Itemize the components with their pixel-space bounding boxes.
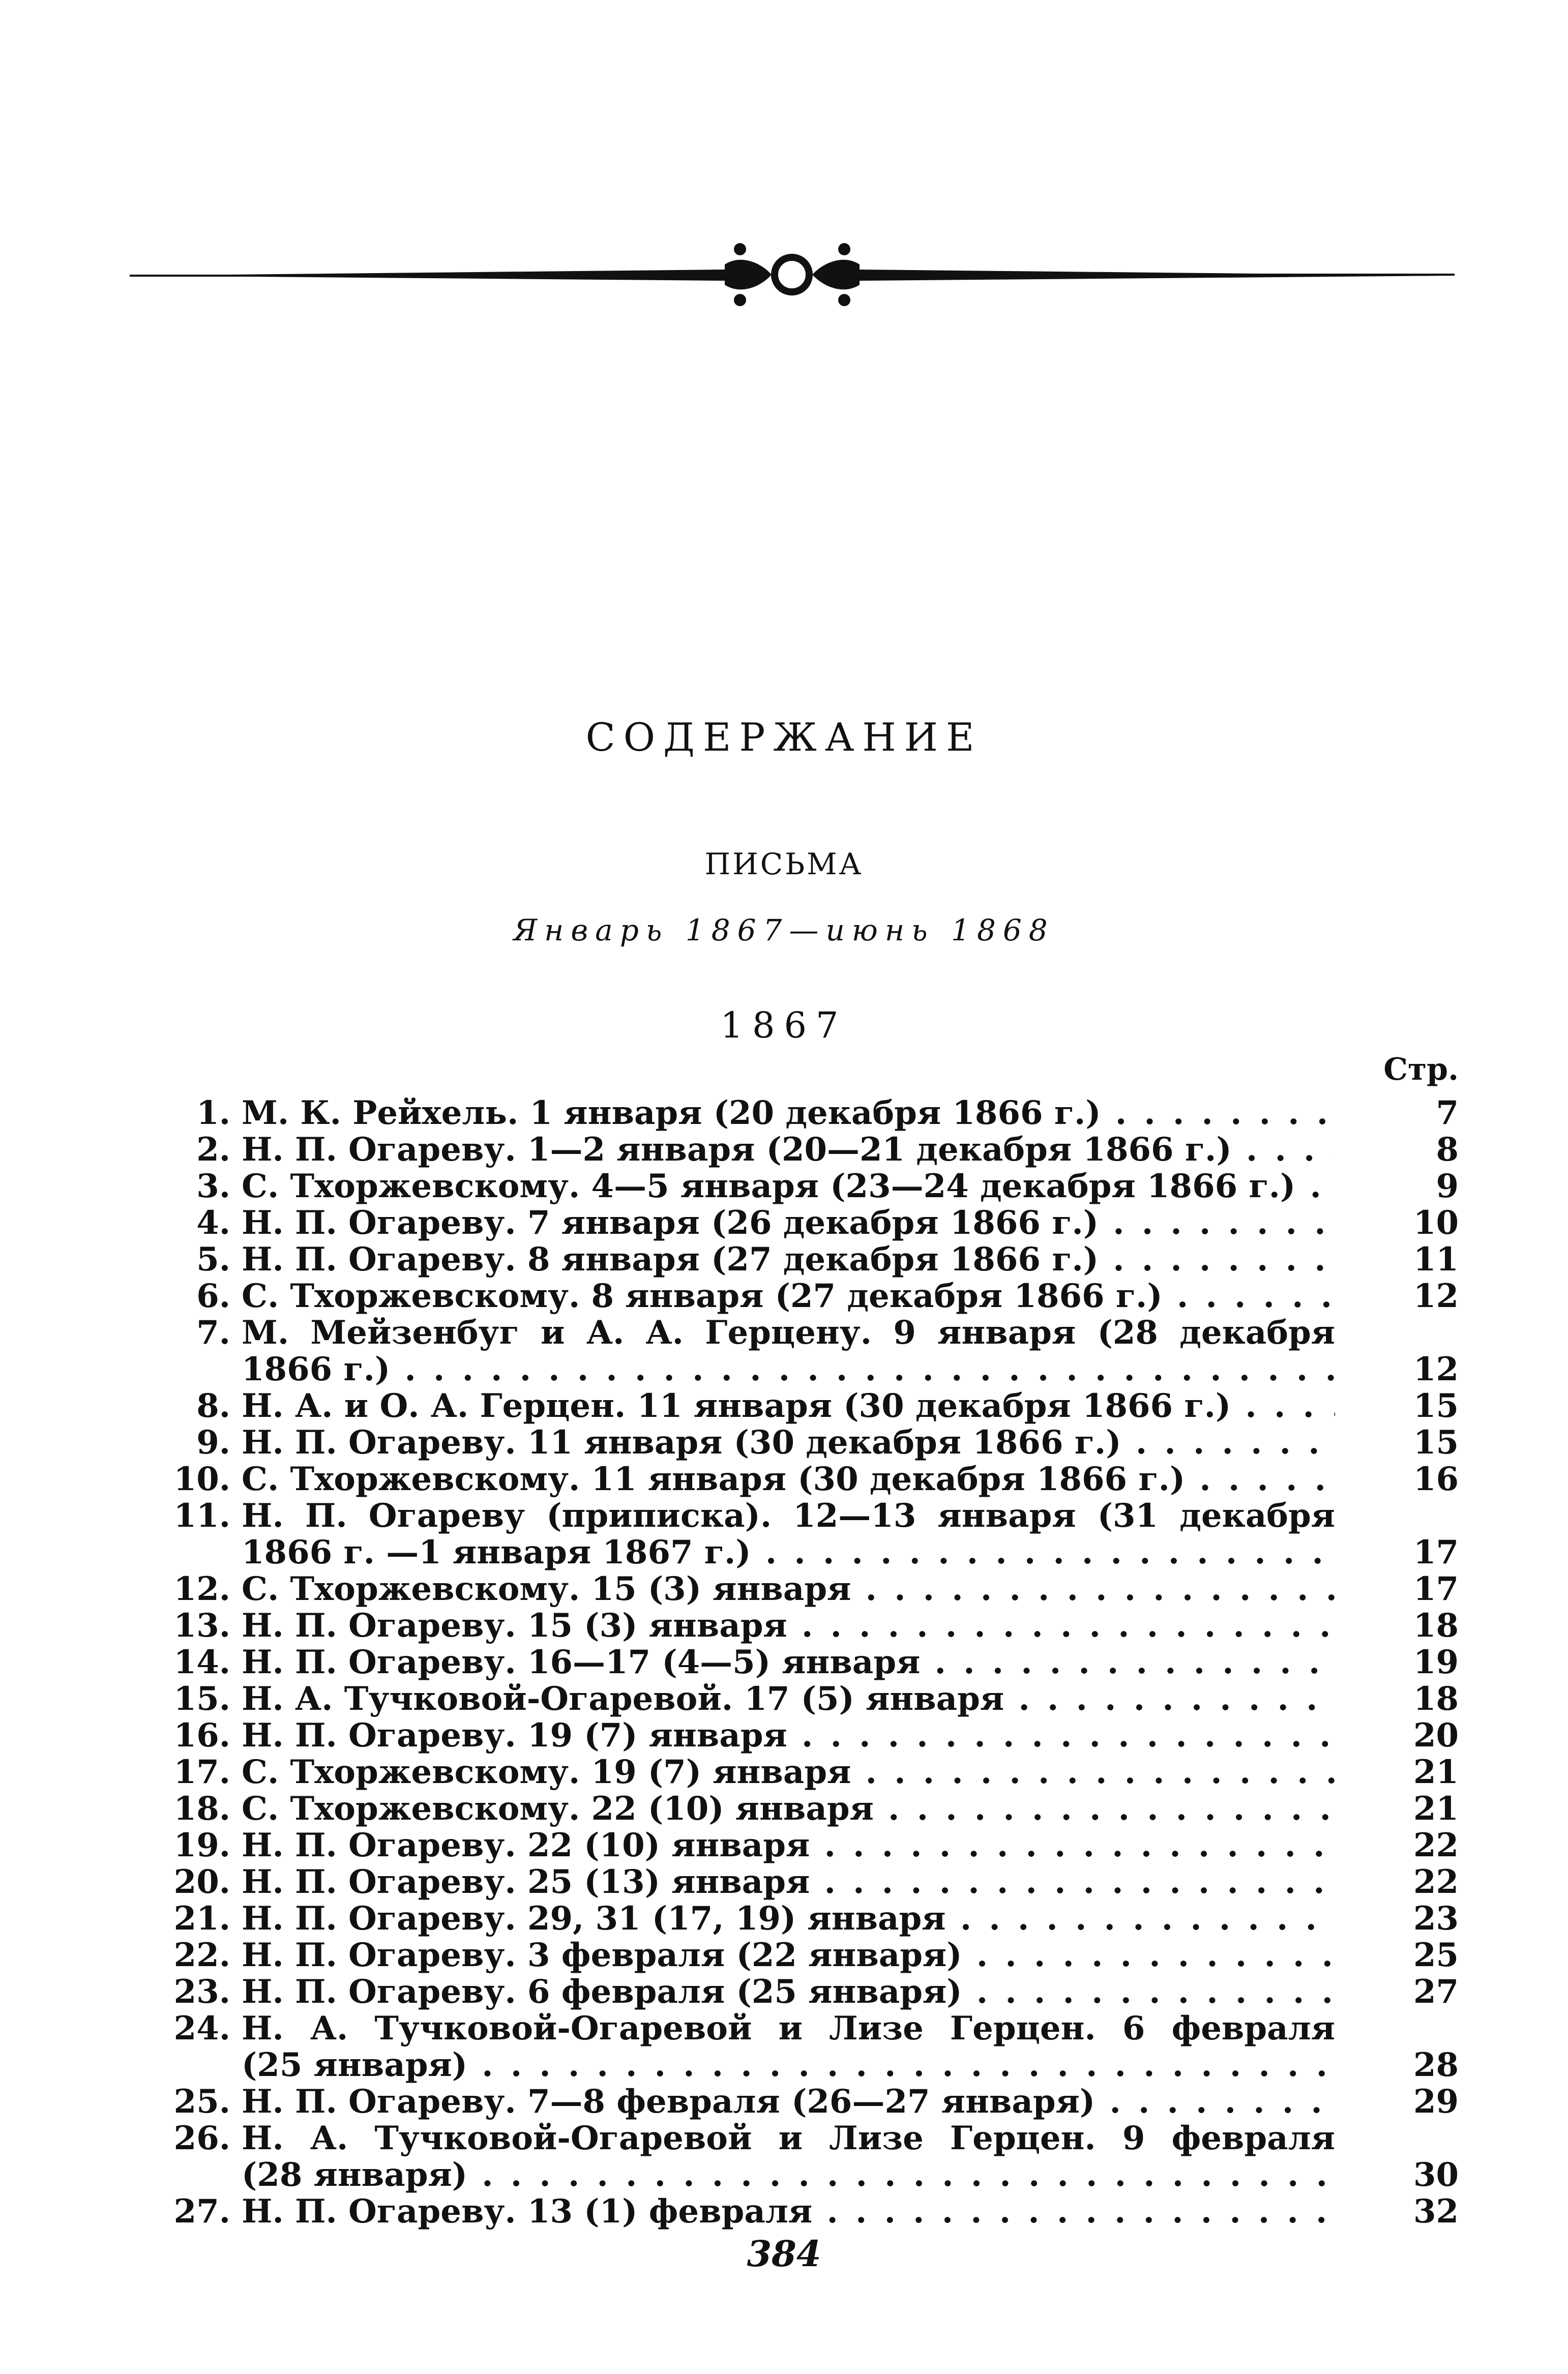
- toc-entry-text: С. Тхоржевскому. 19 (7) января . . .: [242, 1754, 1335, 1791]
- toc-entry-page: 30: [1413, 2156, 1459, 2194]
- toc-entry-number: 27.: [173, 2192, 230, 2231]
- toc-entry-line: [0, 1901, 1568, 1937]
- toc-entry-text: Н. П. Огареву. 8 января (27 декабря 1866 г.) . . .: [242, 1241, 1335, 1278]
- ornamental-rule: [130, 234, 1455, 315]
- toc-entry-page: 18: [1413, 1607, 1459, 1645]
- toc-entry-number: 26.: [173, 2119, 230, 2157]
- toc-entry-page: 18: [1413, 1680, 1459, 1718]
- page-column-label: Стр.: [1383, 1052, 1459, 1087]
- toc-entry-number: 16.: [173, 1716, 230, 1755]
- toc-entry-number: 23.: [173, 1973, 230, 2011]
- toc-entry-text: Н. П. Огареву. 22 (10) января . . .: [242, 1827, 1335, 1864]
- toc-entry-line: [0, 1241, 1568, 1278]
- toc-entry-number: 4.: [196, 1204, 230, 1242]
- toc-entry-page: 15: [1413, 1423, 1459, 1462]
- toc-entry-text: Н. А. Тучковой-Огаревой. 17 (5) января . . .: [242, 1681, 1335, 1717]
- toc-entry-line: [0, 1937, 1568, 1974]
- toc-entry-number: 5.: [196, 1240, 230, 1279]
- toc-entry-text: (25 января) . . .: [242, 2047, 1335, 2084]
- toc-entry-line: [0, 2157, 1568, 2193]
- toc-entry-text: С. Тхоржевскому. 11 января (30 декабря 1866 г.) . . .: [242, 1461, 1335, 1498]
- toc-entry-number: 2.: [196, 1131, 230, 1169]
- toc-entry-text: Н. П. Огареву. 3 февраля (22 января) . . .: [242, 1937, 1335, 1974]
- toc-entry-text: Н. П. Огареву. 19 (7) января . . .: [242, 1717, 1335, 1754]
- toc-entry-number: 22.: [173, 1936, 230, 1974]
- toc-entry-line: [0, 1864, 1568, 1901]
- toc-entry-line: [0, 1205, 1568, 1241]
- toc-entry-text: Н. П. Огареву. 29, 31 (17, 19) января . . .: [242, 1901, 1335, 1937]
- toc-entry-text: Н. П. Огареву. 15 (3) января . . .: [242, 1608, 1335, 1644]
- toc-entry-number: 1.: [196, 1094, 230, 1132]
- toc-entry-line: [0, 2193, 1568, 2230]
- toc-entry-number: 8.: [196, 1387, 230, 1425]
- toc-entry-text: С. Тхоржевскому. 22 (10) января . . .: [242, 1791, 1335, 1827]
- toc-entry-line: [0, 1095, 1568, 1132]
- toc-entry-page: 28: [1413, 2046, 1459, 2084]
- toc-entry-page: 21: [1413, 1790, 1459, 1828]
- toc-entry-number: 13.: [173, 1607, 230, 1645]
- section-heading: ПИСЬМА: [704, 847, 864, 881]
- toc-entry-number: 25.: [173, 2083, 230, 2121]
- toc-entry-text: Н. П. Огареву. 11 января (30 декабря 1866 г.) . . .: [242, 1425, 1335, 1461]
- toc-entry-line: [0, 1168, 1568, 1205]
- toc-entry-page: 15: [1413, 1387, 1459, 1425]
- page-number: 384: [747, 2233, 821, 2275]
- toc-entry-line: [0, 1754, 1568, 1791]
- toc-entry-number: 20.: [173, 1863, 230, 1901]
- toc-entry-text: Н. П. Огареву (приписка). 12—13 января (31 декабря: [242, 1497, 1335, 1535]
- toc-entry-line: [0, 2010, 1568, 2047]
- toc-entry-page: 9: [1436, 1167, 1459, 1205]
- year-heading: 1867: [720, 1004, 848, 1046]
- toc-entry-line: [0, 1791, 1568, 1827]
- toc-entry-line: [0, 1974, 1568, 2010]
- toc-entry-text: 1866 г.) . . .: [242, 1351, 1335, 1388]
- toc-entry-page: 22: [1413, 1863, 1459, 1901]
- toc-entry-number: 15.: [173, 1680, 230, 1718]
- toc-entry-page: 11: [1413, 1240, 1459, 1279]
- toc-entry-line: [0, 1717, 1568, 1754]
- toc-entry-text: Н. А. Тучковой-Огаревой и Лизе Герцен. 9 февраля: [242, 2119, 1335, 2157]
- toc-entry-text: Н. П. Огареву. 7—8 февраля (26—27 января) . . .: [242, 2084, 1335, 2120]
- toc-entry-text: С. Тхоржевскому. 4—5 января (23—24 декабря 1866 г.) . . .: [242, 1168, 1335, 1205]
- toc-entry-page: 25: [1413, 1936, 1459, 1974]
- toc-entry-line: [0, 2084, 1568, 2120]
- toc-entry-number: 12.: [173, 1570, 230, 1608]
- toc-entry-text: Н. П. Огареву. 7 января (26 декабря 1866 г.) . . .: [242, 1205, 1335, 1241]
- toc-entry-text: Н. П. Огареву. 13 (1) февраля . . .: [242, 2193, 1335, 2230]
- toc-entry-line: [0, 2120, 1568, 2157]
- toc-entry-text: Н. П. Огареву. 16—17 (4—5) января . . .: [242, 1644, 1335, 1681]
- toc-entry-page: 21: [1413, 1753, 1459, 1791]
- toc-entry-text: С. Тхоржевскому. 8 января (27 декабря 1866 г.) . . .: [242, 1278, 1335, 1315]
- toc-entry-line: [0, 1608, 1568, 1644]
- toc-entry-page: 10: [1413, 1204, 1459, 1242]
- toc-entry-line: [0, 1132, 1568, 1168]
- toc-entry-line: [0, 1498, 1568, 1534]
- toc-entry-page: 29: [1413, 2083, 1459, 2121]
- toc-entry-number: 21.: [173, 1900, 230, 1938]
- toc-entry-line: [0, 1681, 1568, 1717]
- toc-entry-page: 32: [1413, 2192, 1459, 2231]
- toc-entry-page: 8: [1436, 1131, 1459, 1169]
- toc-entry-line: [0, 2047, 1568, 2084]
- toc-entry-number: 10.: [173, 1460, 230, 1498]
- toc-entry-line: [0, 1644, 1568, 1681]
- toc-entry-page: 19: [1413, 1643, 1459, 1681]
- toc-entry-page: 16: [1413, 1460, 1459, 1498]
- toc-entry-line: [0, 1827, 1568, 1864]
- toc-entry-text: Н. П. Огареву. 6 февраля (25 января) . . .: [242, 1974, 1335, 2010]
- table-of-contents: [0, 1095, 1568, 2230]
- toc-entry-text: С. Тхоржевскому. 15 (3) января . . .: [242, 1571, 1335, 1608]
- toc-entry-page: 12: [1413, 1277, 1459, 1315]
- toc-entry-line: [0, 1351, 1568, 1388]
- toc-entry-number: 18.: [173, 1790, 230, 1828]
- toc-entry-number: 24.: [173, 2009, 230, 2047]
- toc-entry-number: 9.: [196, 1423, 230, 1462]
- toc-entry-page: 17: [1413, 1533, 1459, 1571]
- toc-entry-text: 1866 г. —1 января 1867 г.) . . .: [242, 1534, 1335, 1571]
- toc-entry-page: 27: [1413, 1973, 1459, 2011]
- toc-entry-number: 17.: [173, 1753, 230, 1791]
- toc-entry-page: 17: [1413, 1570, 1459, 1608]
- toc-entry-line: [0, 1534, 1568, 1571]
- toc-entry-text: М. К. Рейхель. 1 января (20 декабря 1866 г.) . . .: [242, 1095, 1335, 1132]
- page-title: СОДЕРЖАНИЕ: [585, 715, 983, 760]
- toc-entry-number: 6.: [196, 1277, 230, 1315]
- toc-entry-page: 20: [1413, 1716, 1459, 1755]
- toc-entry-line: [0, 1388, 1568, 1425]
- period-subheading: Январь 1867—июнь 1868: [513, 913, 1055, 947]
- toc-entry-page: 22: [1413, 1826, 1459, 1864]
- toc-entry-number: 7.: [196, 1314, 230, 1352]
- toc-entry-number: 14.: [173, 1643, 230, 1681]
- toc-entry-line: [0, 1315, 1568, 1351]
- toc-entry-page: 23: [1413, 1900, 1459, 1938]
- toc-entry-number: 3.: [196, 1167, 230, 1205]
- toc-entry-number: 11.: [173, 1497, 230, 1535]
- toc-entry-line: [0, 1278, 1568, 1315]
- toc-entry-line: [0, 1571, 1568, 1608]
- toc-entry-number: 19.: [173, 1826, 230, 1864]
- toc-entry-text: Н. А. Тучковой-Огаревой и Лизе Герцен. 6 февраля: [242, 2009, 1335, 2047]
- toc-entry-text: М. Мейзенбуг и А. А. Герцену. 9 января (28 декабря: [242, 1314, 1335, 1352]
- toc-entry-page: 7: [1436, 1094, 1459, 1132]
- toc-entry-text: Н. П. Огареву. 1—2 января (20—21 декабря 1866 г.) . . .: [242, 1132, 1335, 1168]
- toc-entry-text: Н. П. Огареву. 25 (13) января . . .: [242, 1864, 1335, 1901]
- toc-entry-line: [0, 1425, 1568, 1461]
- toc-entry-line: [0, 1461, 1568, 1498]
- toc-entry-text: Н. А. и О. А. Герцен. 11 января (30 декабря 1866 г.) . . .: [242, 1388, 1335, 1425]
- toc-entry-page: 12: [1413, 1350, 1459, 1388]
- toc-entry-text: (28 января) . . .: [242, 2157, 1335, 2193]
